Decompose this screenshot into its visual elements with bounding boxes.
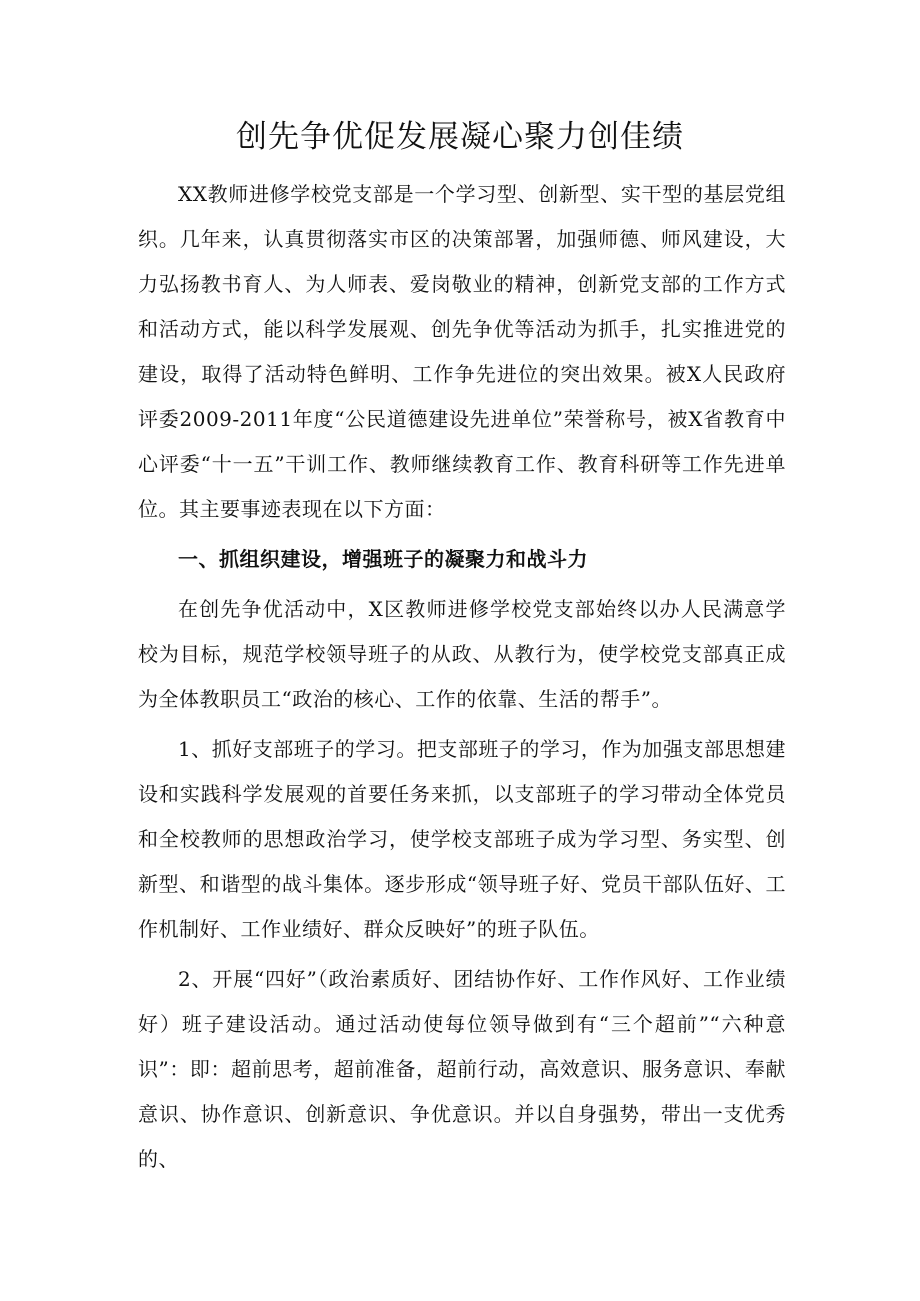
section-heading-1: 一、抓组织建设，增强班子的凝聚力和战斗力 xyxy=(178,547,588,571)
item-1-paragraph: 1、抓好支部班子的学习。把支部班子的学习，作为加强支部思想建设和实践科学发展观的首要任务来抓，以支部班子的学习带动全体党员和全校教师的思想政治学习，使学校支部班子成为学习型、务实型、创新型、和谐型的战斗集体。逐步形成“领导班子好、党员干部队伍好、工作机制好、工作业绩好、群众反映好”的班子队伍。 xyxy=(138,737,786,941)
section-1-paragraph: 在创先争优活动中，X区教师进修学校党支部始终以办人民满意学校为目标，规范学校领导班子的从政、从教行为，使学校党支部真正成为全体教职员工“政治的核心、工作的依靠、生活的帮手”。 xyxy=(138,597,786,711)
document-body xyxy=(138,172,786,1182)
item-2-paragraph: 2、开展“四好”（政治素质好、团结协作好、工作作风好、工作业绩好）班子建设活动。通过活动使每位领导做到有“三个超前”“六种意识”：即：超前思考，超前准备，超前行动，高效意识、服务意识、奉献意识、协作意识、创新意识、争优意识。并以自身强势，带出一支优秀的、 xyxy=(138,967,786,1171)
document-title: 创先争优促发展凝心聚力创佳绩 xyxy=(236,119,684,155)
intro-paragraph: XX教师进修学校党支部是一个学习型、创新型、实干型的基层党组织。几年来，认真贯彻落实市区的决策部署，加强师德、师风建设，大力弘扬教书育人、为人师表、爱岗敬业的精神，创新党支部的工作方式和活动方式，能以科学发展观、创先争优等活动为抓手，扎实推进党的建设，取得了活动特色鲜明、工作争先进位的突出效果。被X人民政府评委2009-2011年度“公民道德建设先进单位”荣誉称号，被X省教育中心评委“十一五”干训工作、教师继续教育工作、教育科研等工作先进单位。其主要事迹表现在以下方面： xyxy=(138,182,786,521)
